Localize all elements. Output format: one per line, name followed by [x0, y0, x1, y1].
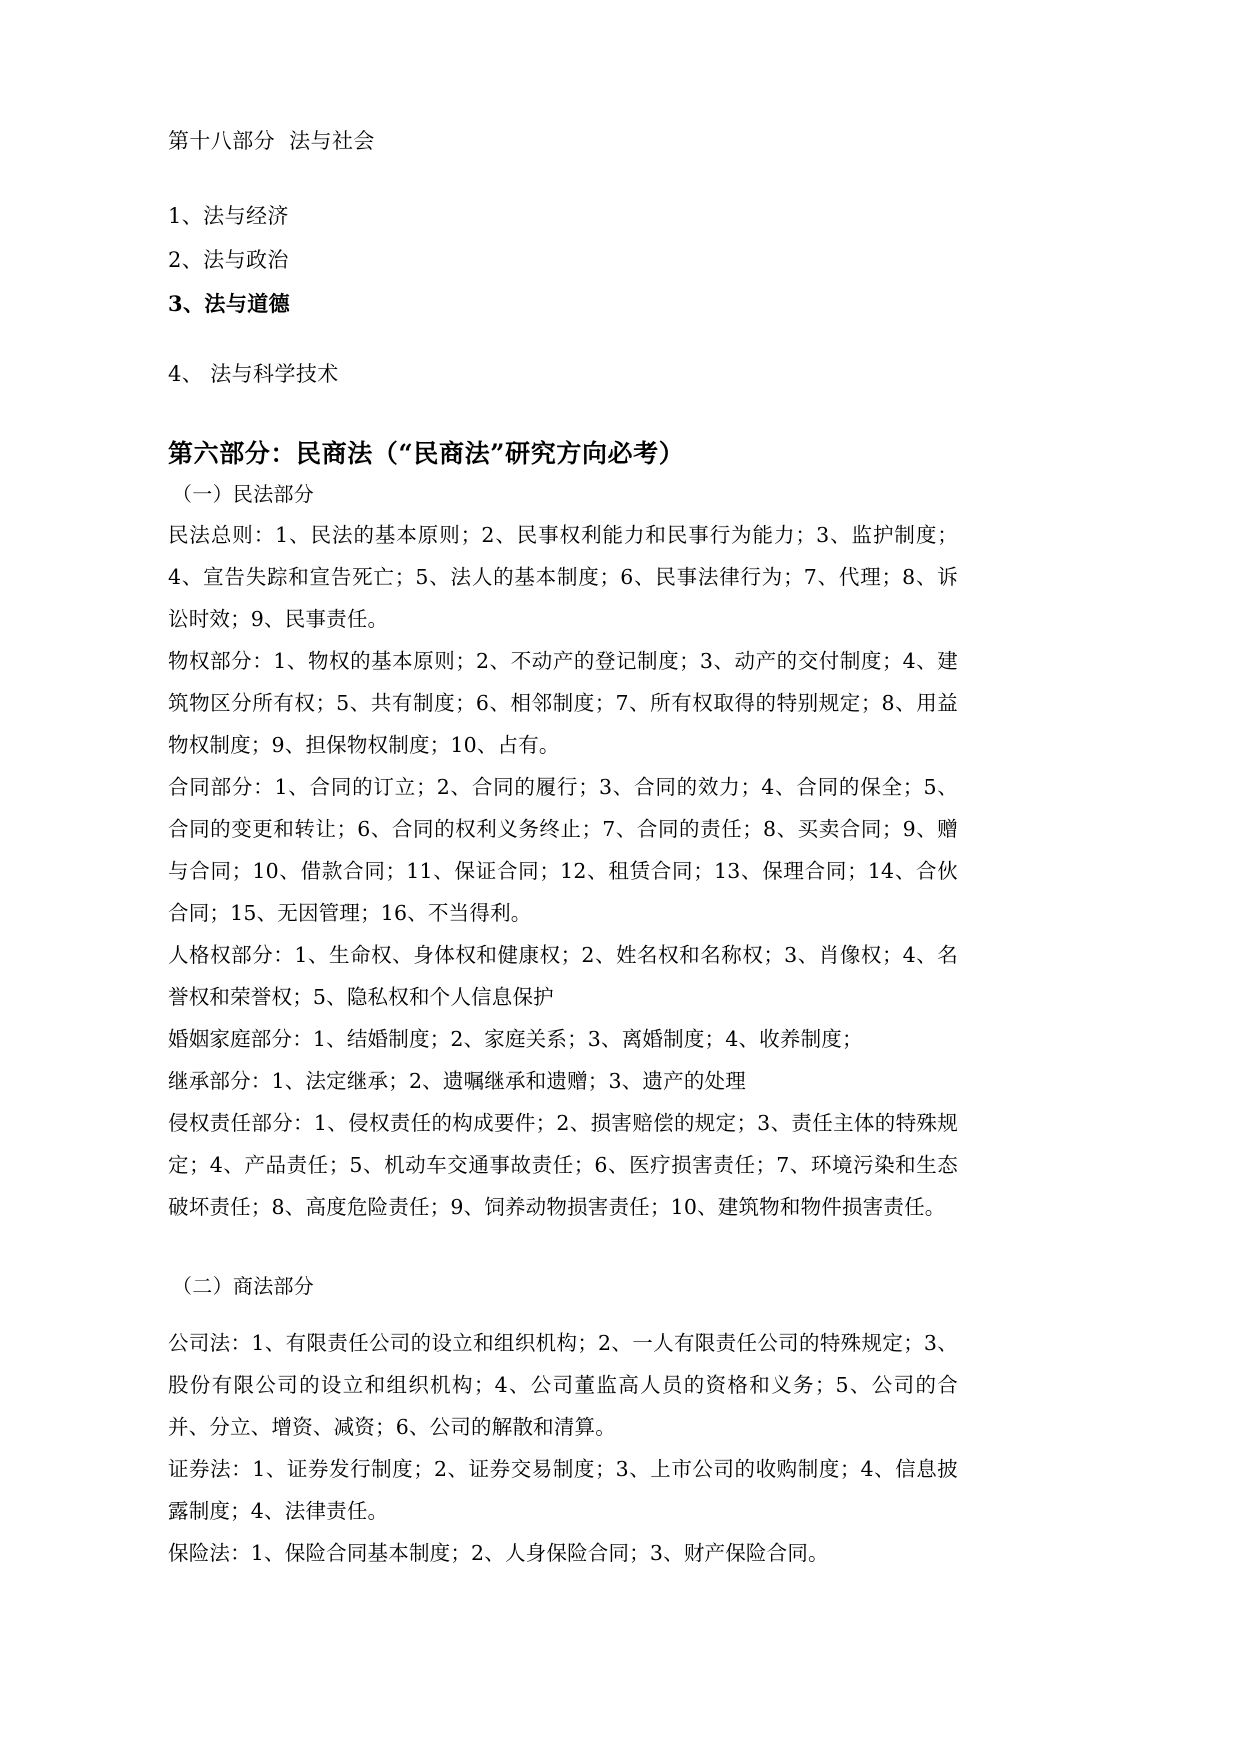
spacer [168, 396, 958, 434]
spacer [168, 326, 958, 352]
part-one-heading: （一）民法部分 [172, 482, 315, 506]
list-item-3 [168, 282, 958, 326]
paragraph-marriage-family: 婚姻家庭部分：1、结婚制度；2、家庭关系；3、离婚制度；4、收养制度； [168, 1027, 863, 1051]
section-18-title: 第十八部分 法与社会 [168, 129, 375, 153]
paragraph-tort-liability: 侵权责任部分：1、侵权责任的构成要件；2、损害赔偿的规定；3、责任主体的特殊规定；4、产品责任；5、机动车交通事故责任；6、医疗损害责任；7、环境污染和生态破坏责任；8、高度危险责任；9、饲养动物损害责任；10、建筑物和物件损害责任。 [168, 1111, 958, 1219]
section-6-heading: 第六部分：民商法（“民商法”研究方向必考） [168, 439, 685, 468]
paragraph-civil-general: 民法总则：1、民法的基本原则；2、民事权利能力和民事行为能力；3、监护制度；4、宣告失踪和宣告死亡；5、法人的基本制度；6、民事法律行为；7、代理；8、诉讼时效；9、民事责任。 [168, 523, 958, 631]
spacer [168, 1228, 958, 1266]
spacer [168, 1306, 958, 1322]
paragraph-personality-rights: 人格权部分：1、生命权、身体权和健康权；2、姓名权和名称权；3、肖像权；4、名誉权和荣誉权；5、隐私权和个人信息保护 [168, 943, 958, 1009]
paragraph-contract-law: 合同部分：1、合同的订立；2、合同的履行；3、合同的效力；4、合同的保全；5、合同的变更和转让；6、合同的权利义务终止；7、合同的责任；8、买卖合同；9、赠与合同；10、借款合同；11、保证合同；12、租赁合同；13、保理合同；14、合伙合同；15、无因管理；16、不当得利。 [168, 775, 958, 925]
paragraph-inheritance: 继承部分：1、法定继承；2、遗嘱继承和遗赠；3、遗产的处理 [168, 1069, 746, 1093]
spacer [168, 156, 958, 194]
part-two-heading: （二）商法部分 [172, 1274, 315, 1298]
list-item-label: 法与政治 [203, 248, 289, 272]
list-item-number: 1、 [168, 204, 204, 228]
list-item-number: 4、 [168, 362, 204, 386]
list-item-label: 法与道德 [204, 291, 291, 316]
list-item-label: 法与经济 [203, 204, 289, 228]
list-item-label: 法与科学技术 [203, 362, 339, 386]
list-item-2 [168, 238, 958, 282]
list-item-4 [168, 352, 958, 396]
paragraph-property-law: 物权部分：1、物权的基本原则；2、不动产的登记制度；3、动产的交付制度；4、建筑物区分所有权；5、共有制度；6、相邻制度；7、所有权取得的特别规定；8、用益物权制度；9、担保物权制度；10、占有。 [168, 649, 958, 757]
list-item-1 [168, 194, 958, 238]
paragraph-company-law: 公司法：1、有限责任公司的设立和组织机构；2、一人有限责任公司的特殊规定；3、股份有限公司的设立和组织机构；4、公司董监高人员的资格和义务；5、公司的合并、分立、增资、减资；6、公司的解散和清算。 [168, 1331, 958, 1439]
paragraph-insurance-law: 保险法：1、保险合同基本制度；2、人身保险合同；3、财产保险合同。 [168, 1541, 829, 1565]
list-item-number: 2、 [168, 248, 204, 272]
paragraph-securities-law: 证券法：1、证券发行制度；2、证券交易制度；3、上市公司的收购制度；4、信息披露制度；4、法律责任。 [168, 1457, 958, 1523]
document-content [168, 126, 958, 1574]
list-item-number: 3、 [168, 291, 205, 316]
